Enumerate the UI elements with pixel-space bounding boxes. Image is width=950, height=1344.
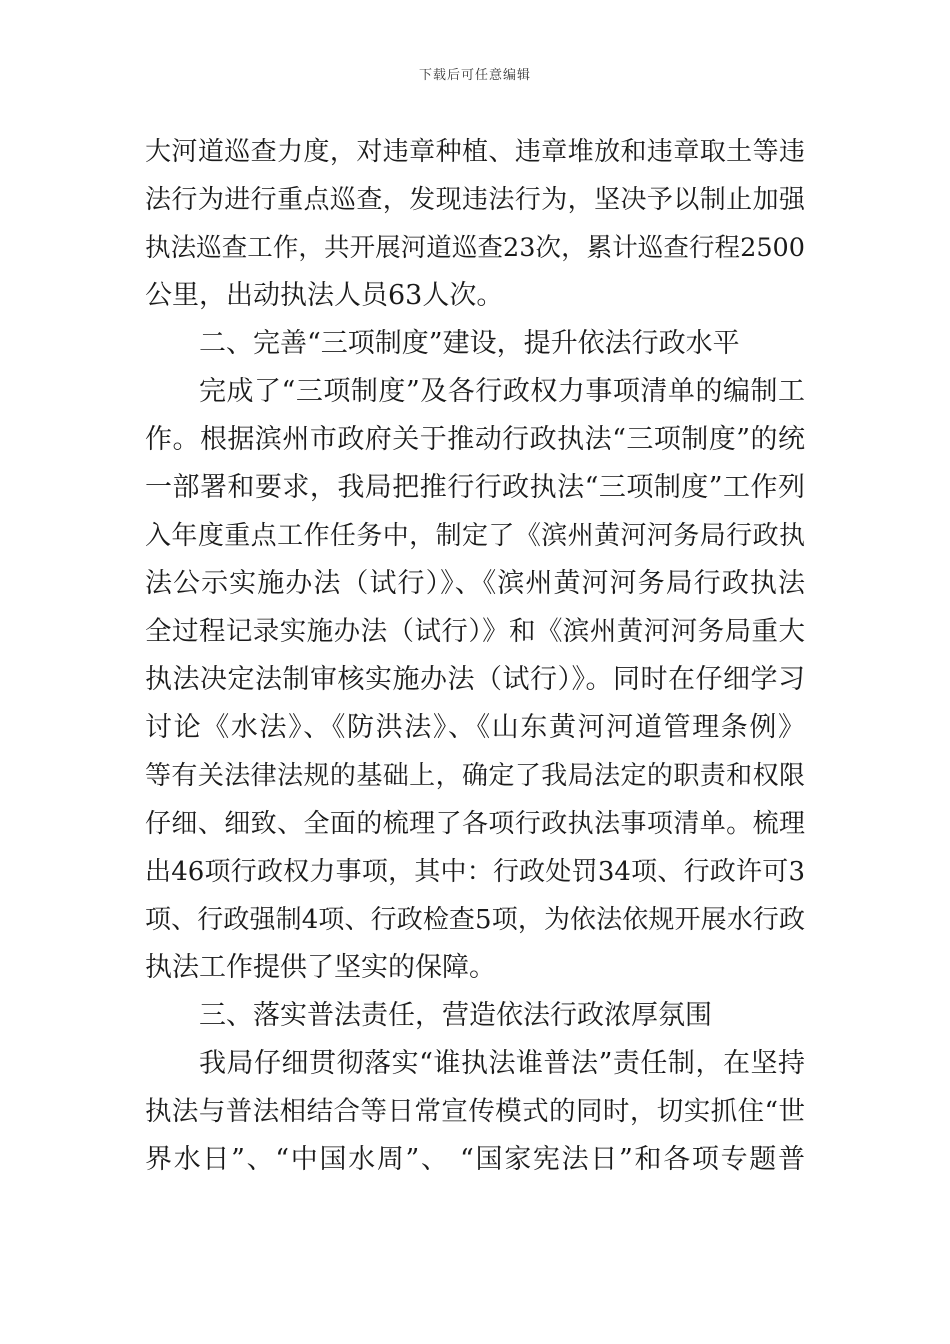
text-line: 讨论《水法》、《防洪法》、《山东黄河河道管理条例》 bbox=[145, 712, 805, 743]
text-line: 完成了“三项制度”及各行政权力事项清单的编制工 bbox=[199, 376, 805, 407]
document-body bbox=[145, 128, 805, 1184]
text-line: 大河道巡查力度，对违章种植、违章堆放和违章取土等违 bbox=[145, 137, 805, 167]
text-line: 界水日”、“中国水周”、 “国家宪法日”和各项专题普 bbox=[145, 1144, 805, 1175]
text-line: 作。根据滨州市政府关于推动行政执法“三项制度”的统 bbox=[145, 424, 805, 455]
text-line: 仔细、细致、全面的梳理了各项行政执法事项清单。梳理 bbox=[145, 809, 805, 839]
section-heading: 三、落实普法责任，营造依法行政浓厚氛围 bbox=[199, 1000, 712, 1031]
text-line: 法公示实施办法（试行）》、《滨州黄河河务局行政执法 bbox=[145, 568, 805, 599]
text-line: 项、行政强制4项、行政检查5项，为依法依规开展水行政 bbox=[145, 905, 805, 935]
text-line: 公里，出动执法人员63人次。 bbox=[145, 280, 504, 311]
text-line: 执法巡查工作，共开展河道巡查23次，累计巡查行程2500 bbox=[145, 233, 805, 263]
text-line: 我局仔细贯彻落实“谁执法谁普法”责任制，在坚持 bbox=[199, 1048, 805, 1079]
text-line: 入年度重点工作任务中，制定了《滨州黄河河务局行政执 bbox=[145, 521, 805, 551]
text-line: 出46项行政权力事项，其中：行政处罚34项、行政许可3 bbox=[145, 857, 805, 887]
text-line: 法行为进行重点巡查，发现违法行为，坚决予以制止加强 bbox=[145, 185, 805, 215]
header-note: 下载后可任意编辑 bbox=[418, 68, 531, 83]
text-line: 一部署和要求，我局把推行行政执法“三项制度”工作列 bbox=[145, 472, 805, 503]
text-line: 执法与普法相结合等日常宣传模式的同时，切实抓住“世 bbox=[145, 1096, 805, 1127]
text-line: 等有关法律法规的基础上，确定了我局法定的职责和权限 bbox=[145, 761, 805, 791]
text-line: 全过程记录实施办法（试行）》和《滨州黄河河务局重大 bbox=[145, 616, 805, 647]
text-line: 执法工作提供了坚实的保障。 bbox=[145, 952, 496, 983]
section-heading: 二、完善“三项制度”建设，提升依法行政水平 bbox=[199, 328, 740, 359]
text-line: 执法决定法制审核实施办法（试行）》。同时在仔细学习 bbox=[145, 664, 805, 695]
